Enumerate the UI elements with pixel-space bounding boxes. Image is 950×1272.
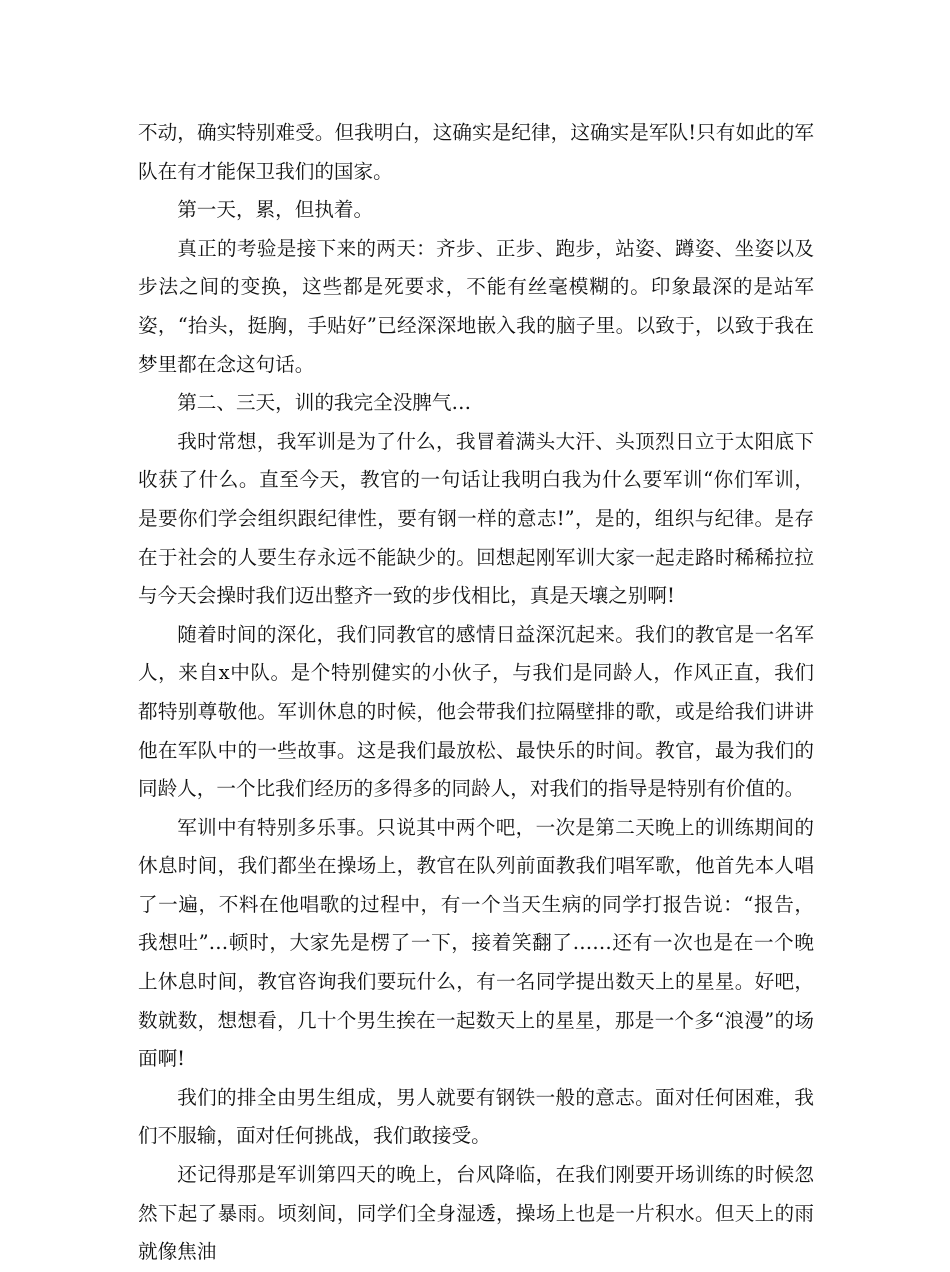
paragraph: 我时常想，我军训是为了什么，我冒着满头大汗、头顶烈日立于太阳底下收获了什么。直至今天，教官的一句话让我明白我为什么要军训“你们军训，是要你们学会组织跟纪律性，要有钢一样的意志!”，是的，组织与纪律。是存在于社会的人要生存永远不能缺少的。回想起刚军训大家一起走路时稀稀拉拉与今天会操时我们迈出整齐一致的步伐相比，真是天壤之别啊! (138, 429, 814, 608)
paragraph-continuation: 不动，确实特别难受。但我明白，这确实是纪律，这确实是军队!只有如此的军队在有才能保卫我们的国家。 (138, 121, 814, 183)
paragraph: 真正的考验是接下来的两天：齐步、正步、跑步，站姿、蹲姿、坐姿以及步法之间的变换，这些都是死要求，不能有丝毫模糊的。印象最深的是站军姿，“抬头，挺胸，手贴好”已经深深地嵌入我的脑子里。以致于，以致于我在梦里都在念这句话。 (138, 236, 814, 376)
paragraph: 随着时间的深化，我们同教官的感情日益深沉起来。我们的教官是一名军人，来自x中队。是个特别健实的小伙子，与我们是同龄人，作风正直，我们都特别尊敬他。军训休息的时候，他会带我们拉隔壁排的歌，或是给我们讲讲他在军队中的一些故事。这是我们最放松、最快乐的时间。教官，最为我们的同龄人，一个比我们经历的多得多的同龄人，对我们的指导是特别有价值的。 (138, 622, 814, 801)
paragraph: 第二、三天，训的我完全没脾气… (177, 391, 472, 415)
paragraph: 我们的排全由男生组成，男人就要有钢铁一般的意志。面对任何困难，我们不服输，面对任何挑战，我们敢接受。 (138, 1085, 814, 1148)
paragraph: 第一天，累，但执着。 (177, 198, 374, 222)
paragraph-truncated: 还记得那是军训第四天的晚上，台风降临，在我们刚要开场训练的时候忽然下起了暴雨。顷刻间，同学们全身湿透，操场上也是一片积水。但天上的雨就像焦油 (138, 1163, 814, 1264)
paragraph: 军训中有特别多乐事。只说其中两个吧，一次是第二天晚上的训练期间的休息时间，我们都坐在操场上，教官在队列前面教我们唱军歌，他首先本人唱了一遍，不料在他唱歌的过程中，有一个当天生病的同学打报告说：“报告，我想吐”…顿时，大家先是楞了一下，接着笑翻了……还有一次也是在一个晚上休息时间，教官咨询我们要玩什么，有一名同学提出数天上的星星。好吧，数就数，想想看，几十个男生挨在一起数天上的星星，那是一个多“浪漫”的场面啊! (138, 815, 814, 1071)
document-page (138, 114, 814, 1272)
